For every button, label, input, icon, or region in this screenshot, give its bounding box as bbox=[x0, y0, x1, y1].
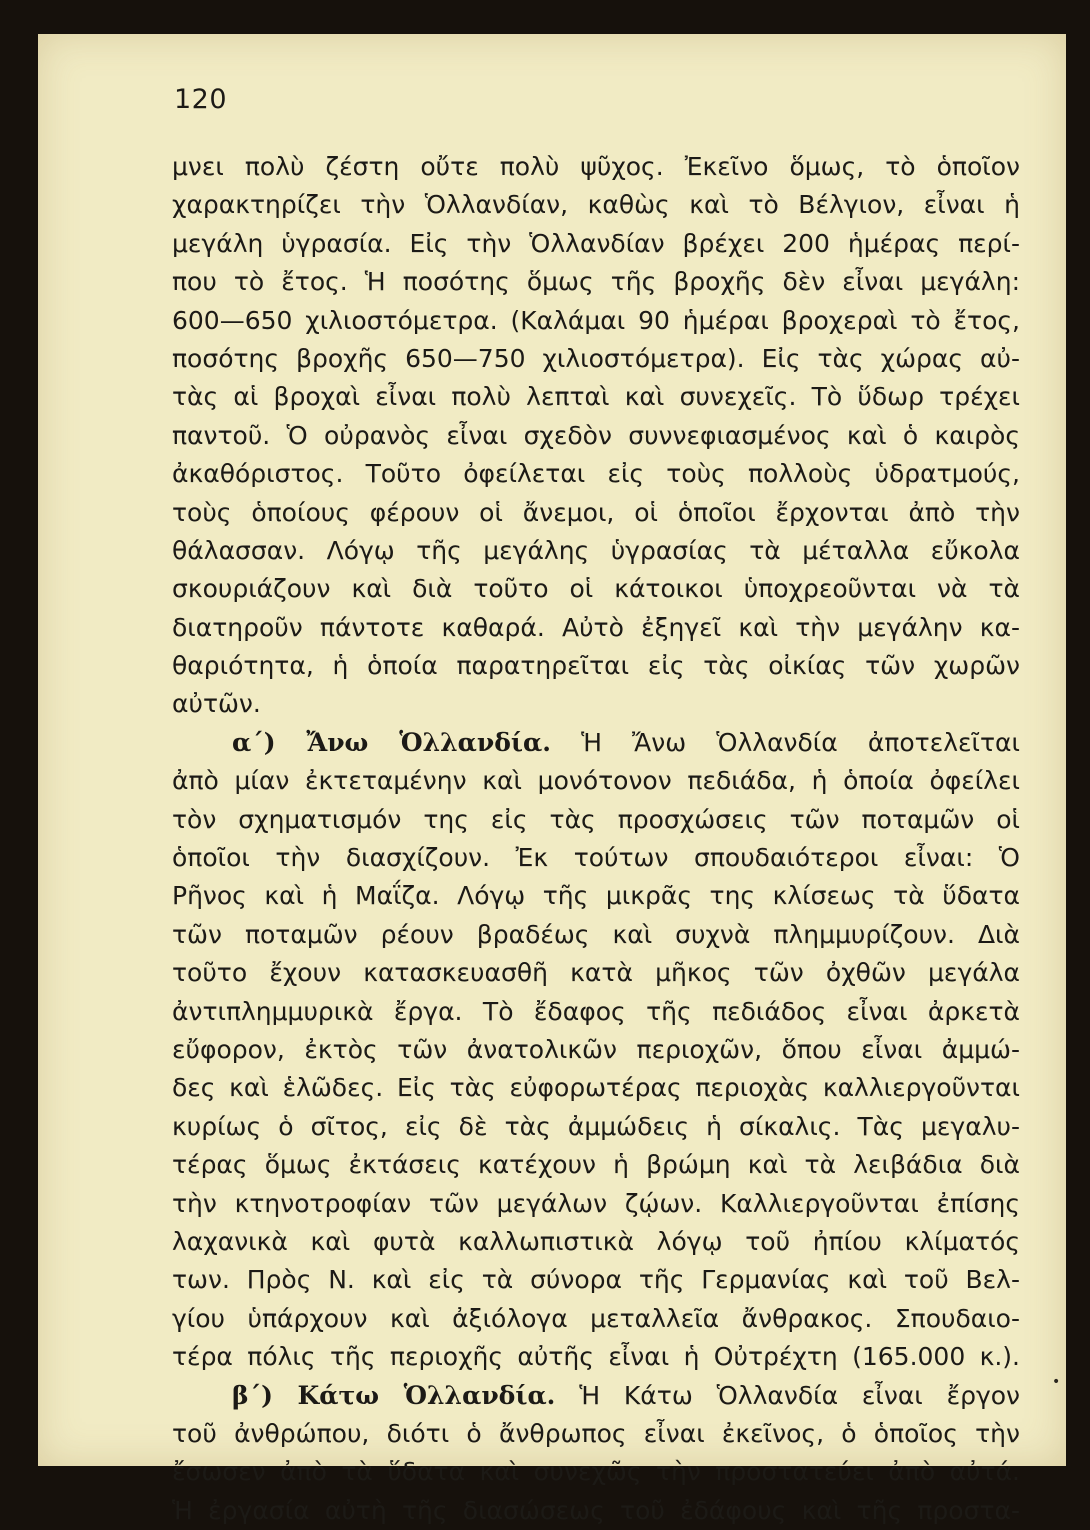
text-line: τέρας ὅμως ἐκτάσεις κατέχουν ἡ βρώμη καὶ τὰ λειβάδια διὰ bbox=[172, 1150, 1020, 1180]
text-line: κυρίως ὁ σῖτος, εἰς δὲ τὰς ἀμμώδεις ἡ σίκαλις. Τὰς μεγαλυ- bbox=[172, 1111, 1020, 1141]
text-line: ποσότης βροχῆς 650—750 χιλιοστόμετρα). Εἰς τὰς χώρας αὐ- bbox=[172, 343, 1020, 373]
text-line: θαριότητα, ἡ ὁποία παρατηρεῖται εἰς τὰς οἰκίας τῶν χωρῶν bbox=[172, 651, 1020, 681]
page-number: 120 bbox=[174, 84, 228, 115]
text-line: που τὸ ἔτος. Ἡ ποσότης ὅμως τῆς βροχῆς δὲν εἶναι μεγάλη: bbox=[172, 267, 1020, 297]
text-line: τῶν ποταμῶν ρέουν βραδέως καὶ συχνὰ πλημμυρίζουν. Διὰ bbox=[172, 919, 1020, 949]
text-line: ἔσωσεν ἀπὸ τὰ ὕδατα καὶ συνεχῶς τὴν προστατεύει ἀπὸ αὐτά. bbox=[172, 1457, 1020, 1487]
section-first-line bbox=[172, 724, 1020, 762]
text-line: ἀπὸ μίαν ἐκτεταμένην καὶ μονότονον πεδιάδα, ἡ ὁποία ὀφείλει bbox=[172, 766, 1020, 796]
text-line: ἀκαθόριστος. Τοῦτο ὀφείλεται εἰς τοὺς πολλοὺς ὑδρατμούς, bbox=[172, 459, 1020, 489]
section-heading-lower-holland: β΄) Κάτω Ὁλλανδία. bbox=[232, 1380, 556, 1410]
text-line: τοὺς ὁποίους φέρουν οἱ ἄνεμοι, οἱ ὁποῖοι ἔρχονται ἀπὸ τὴν bbox=[172, 497, 1020, 527]
text-line: ὁποῖοι τὴν διασχίζουν. Ἐκ τούτων σπουδαιότεροι εἶναι: Ὁ bbox=[172, 843, 1020, 873]
text-line: σκουριάζουν καὶ διὰ τοῦτο οἱ κάτοικοι ὑποχρεοῦνται νὰ τὰ bbox=[172, 574, 1020, 604]
text-span: Ἡ Ἄνω Ὁλλανδία ἀποτελεῖται bbox=[581, 727, 1020, 757]
book-page bbox=[38, 34, 1066, 1525]
text-line: εὔφορον, ἐκτὸς τῶν ἀνατολικῶν περιοχῶν, ὅπου εἶναι ἀμμώ- bbox=[172, 1034, 1020, 1064]
text-line: θάλασσαν. Λόγῳ τῆς μεγάλης ὑγρασίας τὰ μέταλλα εὔκολα bbox=[172, 535, 1020, 565]
text-line: τοῦ ἀνθρώπου, διότι ὁ ἄνθρωπος εἶναι ἐκεῖνος, ὁ ὁποῖος τὴν bbox=[172, 1418, 1020, 1448]
text-line: αὐτῶν. bbox=[172, 689, 261, 719]
text-line: Ἡ ἐργασία αὐτὴ τῆς διασώσεως τοῦ ἐδάφους καὶ τῆς προστα- bbox=[172, 1495, 1020, 1525]
text-line: ἀντιπλημμυρικὰ ἔργα. Τὸ ἔδαφος τῆς πεδιάδος εἶναι ἀρκετὰ bbox=[172, 996, 1020, 1026]
text-line: τὰς αἱ βροχαὶ εἶναι πολὺ λεπταὶ καὶ συνεχεῖς. Τὸ ὕδωρ τρέχει bbox=[172, 382, 1020, 412]
text-line: χαρακτηρίζει τὴν Ὁλλανδίαν, καθὼς καὶ τὸ Βέλγιον, εἶναι ἡ bbox=[172, 190, 1020, 220]
text-line: μνει πολὺ ζέστη οὔτε πολὺ ψῦχος. Ἐκεῖνο ὅμως, τὸ ὁποῖον bbox=[172, 152, 1020, 181]
section-first-line bbox=[172, 1377, 1020, 1415]
text-line: παντοῦ. Ὁ οὐρανὸς εἶναι σχεδὸν συννεφιασμένος καὶ ὁ καιρὸς bbox=[172, 420, 1020, 450]
text-line: μεγάλη ὑγρασία. Εἰς τὴν Ὁλλανδίαν βρέχει 200 ἡμέρας περί- bbox=[172, 228, 1020, 258]
section-heading-upper-holland: α΄) Ἄνω Ὁλλανδία. bbox=[232, 727, 551, 757]
text-span: Ἡ Κάτω Ὁλλανδία εἶναι ἔργον bbox=[579, 1380, 1021, 1410]
text-line: 600—650 χιλιοστόμετρα. (Καλάμαι 90 ἡμέραι βροχεραὶ τὸ ἔτος, bbox=[172, 305, 1020, 335]
text-line: τέρα πόλις τῆς περιοχῆς αὐτῆς εἶναι ἡ Οὐτρέχτη (165.000 κ.). bbox=[172, 1342, 1020, 1372]
text-line: Ρῆνος καὶ ἡ Μαΐζα. Λόγῳ τῆς μικρᾶς της κλίσεως τὰ ὕδατα bbox=[172, 881, 1020, 911]
text-line: τὸν σχηματισμόν της εἰς τὰς προσχώσεις τῶν ποταμῶν οἱ bbox=[172, 804, 1020, 834]
text-line: γίου ὑπάρχουν καὶ ἀξιόλογα μεταλλεῖα ἄνθρακος. Σπουδαιο- bbox=[172, 1303, 1020, 1333]
text-line: των. Πρὸς Ν. καὶ εἰς τὰ σύνορα τῆς Γερμανίας καὶ τοῦ Βελ- bbox=[172, 1265, 1020, 1295]
body-text bbox=[172, 148, 1020, 1530]
text-line: δες καὶ ἑλῶδες. Εἰς τὰς εὐφορωτέρας περιοχὰς καλλιεργοῦνται bbox=[172, 1073, 1020, 1103]
margin-mark: • bbox=[1052, 1374, 1061, 1390]
text-line: τὴν κτηνοτροφίαν τῶν μεγάλων ζῴων. Καλλιεργοῦνται ἐπίσης bbox=[172, 1188, 1020, 1218]
text-line: λαχανικὰ καὶ φυτὰ καλλωπιστικὰ λόγῳ τοῦ ἠπίου κλίματός bbox=[172, 1226, 1020, 1256]
text-line: τοῦτο ἔχουν κατασκευασθῆ κατὰ μῆκος τῶν ὀχθῶν μεγάλα bbox=[172, 958, 1020, 988]
text-line: διατηροῦν πάντοτε καθαρά. Αὐτὸ ἐξηγεῖ καὶ τὴν μεγάλην κα- bbox=[172, 612, 1020, 642]
